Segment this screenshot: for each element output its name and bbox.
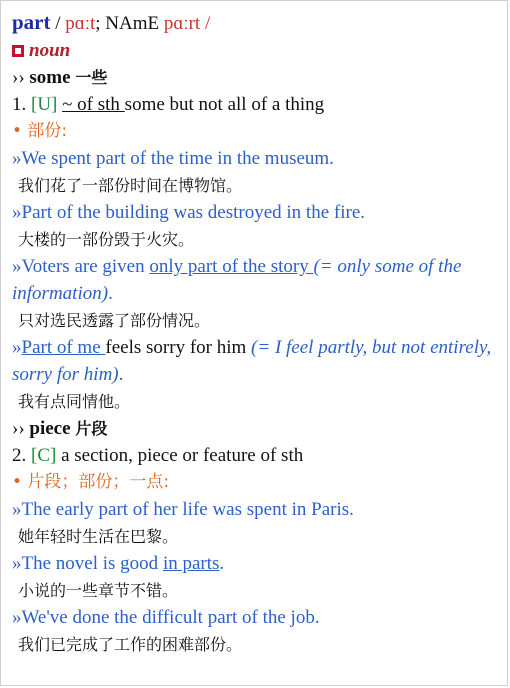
sense-definition-1: 1. [U] ~ of sth some but not all of a thing [12, 94, 325, 115]
example-sentence: »Voters are given only part of the story (= only some of the information). [12, 256, 462, 304]
example-sentence: »We've done the difficult part of the job. [12, 607, 320, 628]
grammar-code: [U] [31, 94, 58, 115]
example-translation: 我有点同情他。 [18, 392, 131, 411]
example-sentence: »We spent part of the time in the museum. [12, 148, 334, 169]
example-translation: 只对选民透露了部份情况。 [18, 311, 211, 330]
example-translation: 我们已完成了工作的困难部份。 [18, 635, 243, 654]
example-translation: 大楼的一部份毁于火灾。 [18, 230, 195, 249]
sense-guide-1: ›› some 一些 [12, 67, 108, 88]
example-sentence: »The novel is good in parts. [12, 553, 225, 574]
headword-line: part / pɑːt; NAmE pɑːrt / [12, 10, 211, 34]
part-of-speech: noun [12, 37, 497, 64]
example-sentence: »The early part of her life was spent in Paris. [12, 499, 354, 520]
pronunciation-us: pɑːrt [163, 13, 201, 34]
example-translation: 我们花了一部份时间在博物馆。 [18, 176, 243, 195]
headword: part [12, 10, 51, 34]
chinese-definition-2: • 片段；部份；一点: [12, 472, 170, 492]
chinese-definition-1: • 部份: [12, 121, 68, 141]
pronunciation-uk: pɑːt [65, 13, 96, 34]
example-link[interactable]: only part of the story [149, 256, 314, 277]
example-sentence: »Part of the building was destroyed in the fire. [12, 202, 366, 223]
example-link[interactable]: Part of me [21, 337, 106, 358]
pos-square-icon [12, 45, 24, 57]
sense-guide-2: ›› piece 片段 [12, 418, 108, 439]
example-translation: 她年轻时生活在巴黎。 [18, 527, 179, 546]
example-translation: 小说的一些章节不错。 [18, 581, 179, 600]
usage-pattern: ~ of sth [62, 94, 125, 115]
example-sentence: »Part of me feels sorry for him (= I feel partly, but not entirely, sorry for him). [12, 337, 492, 385]
example-link[interactable]: in parts [162, 553, 220, 574]
sense-definition-2: 2. [C] a section, piece or feature of sth [12, 445, 304, 466]
grammar-code: [C] [31, 445, 57, 466]
